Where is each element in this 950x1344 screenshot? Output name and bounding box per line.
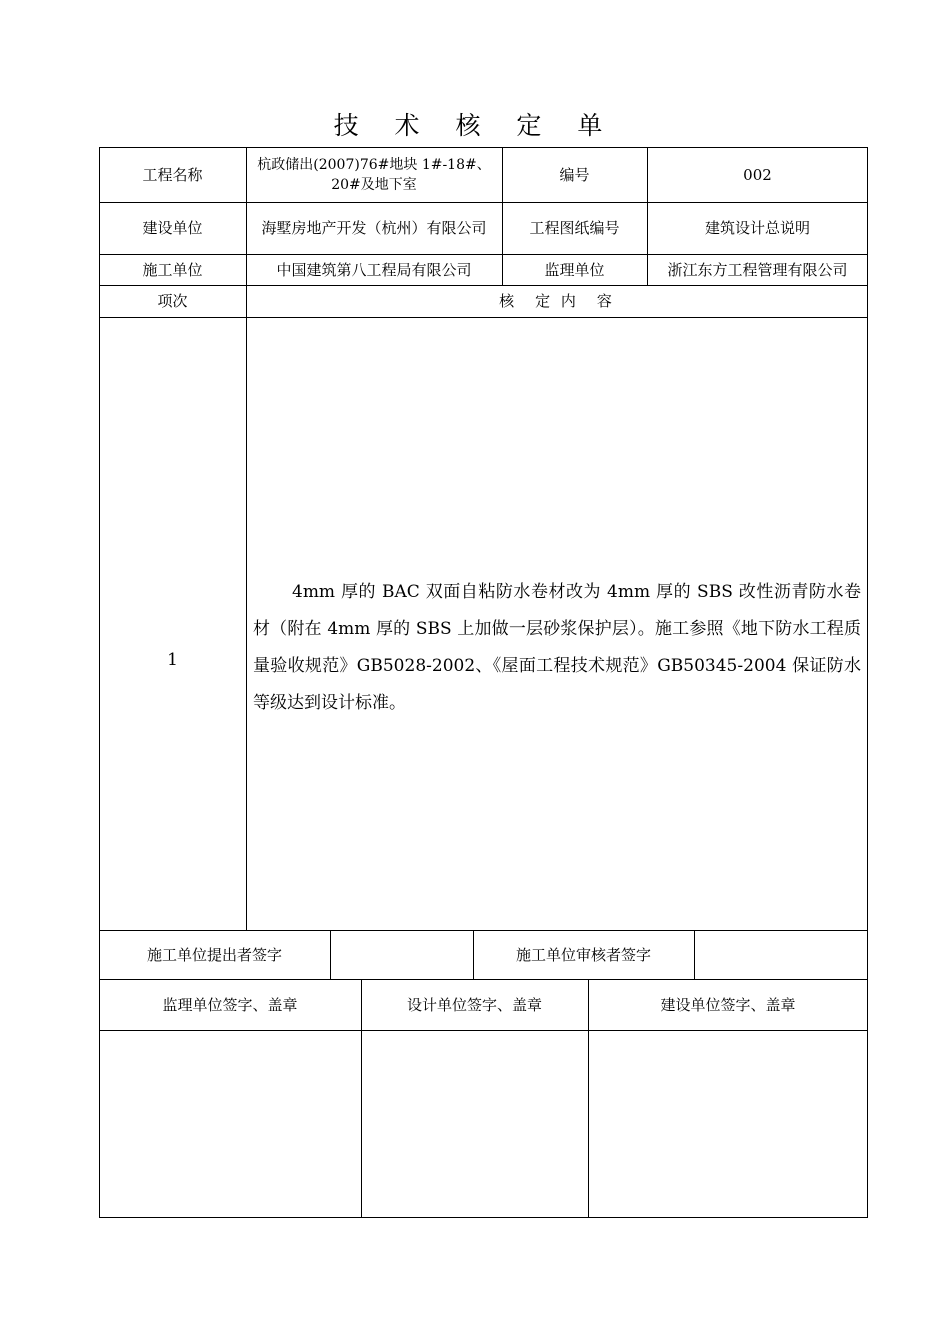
reviewer-signature-label: 施工单位审核者签字 (515, 945, 651, 964)
proposer-signature-label: 施工单位提出者签字 (146, 945, 282, 964)
item-index: 1 (167, 650, 178, 670)
reviewer-signature-field[interactable] (694, 930, 868, 979)
drawing-number-value: 建筑设计总说明 (704, 219, 810, 237)
supervisor-seal-area[interactable] (99, 1030, 361, 1218)
item-content: 4mm 厚的 BAC 双面自粘防水卷材改为 4mm 厚的 SBS 改性沥青防水卷材（附在 4mm 厚的 SBS 上加做一层砂浆保护层）。施工参照《地下防水工程质量验收规范》GB5028-2002、《屋面工程技术规范》GB50345-2004 保证防水等级达到设计标准。 (253, 582, 861, 713)
owner-seal-label: 建设单位签字、盖章 (660, 995, 796, 1014)
designer-seal-label: 设计单位签字、盖章 (406, 995, 542, 1014)
proposer-signature-field[interactable] (330, 930, 473, 979)
number-label: 编号 (559, 165, 590, 184)
owner-value: 海墅房地产开发（杭州）有限公司 (261, 219, 487, 237)
supervisor-seal-label: 监理单位签字、盖章 (162, 995, 298, 1014)
project-name-value: 杭政储出(2007)76#地块 1#-18#、20#及地下室 (257, 156, 491, 193)
item-column-header: 项次 (157, 292, 188, 310)
number-value: 002 (743, 165, 772, 184)
supervisor-label: 监理单位 (544, 260, 605, 279)
drawing-number-label: 工程图纸编号 (529, 219, 620, 237)
designer-seal-area[interactable] (361, 1030, 588, 1218)
content-column-header: 核 定 内 容 (499, 292, 615, 310)
owner-seal-area[interactable] (588, 1030, 868, 1218)
contractor-value: 中国建筑第八工程局有限公司 (276, 260, 472, 279)
document-title: 技 术 核 定 单 (333, 111, 617, 140)
owner-label: 建设单位 (142, 219, 203, 237)
project-name-label: 工程名称 (142, 165, 203, 184)
supervisor-value: 浙江东方工程管理有限公司 (667, 260, 848, 279)
contractor-label: 施工单位 (142, 260, 203, 279)
